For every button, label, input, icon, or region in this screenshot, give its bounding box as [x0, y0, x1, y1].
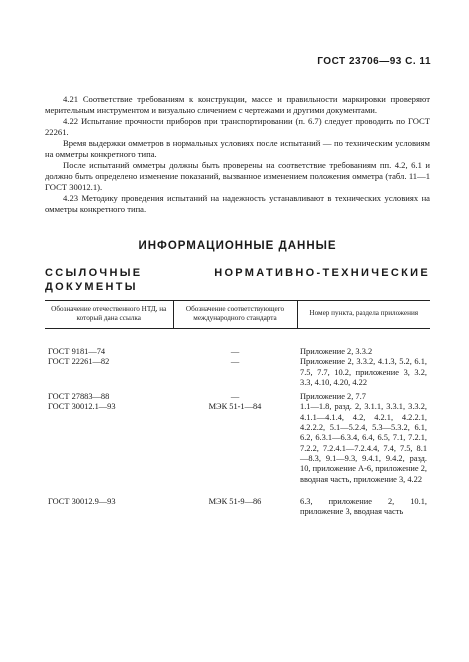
header-clause-number: Номер пункта, раздела приложения: [297, 301, 430, 329]
paragraph-4-23: 4.23 Методику проведения испытаний на надежность устанавливают в технических условиях на омметры конкретного типа.: [45, 193, 430, 214]
cell-doc: ГОСТ 27883—88: [48, 392, 110, 402]
cell-clause: 6.3, приложение 2, 10.1, приложение 3, вводная часть: [300, 496, 427, 517]
cell-doc: ГОСТ 22261—82: [48, 357, 110, 367]
cell-intl: —: [230, 357, 240, 367]
table-row: [45, 329, 430, 358]
cell-intl: —: [230, 392, 240, 402]
table-row: [45, 402, 430, 484]
paragraph-after-tests: После испытаний омметры должны быть проверены на соответствие требованиям пп. 4.2, 6.1 и должно быть определено изменение показаний, вызванное изменением положения омметра (табл. 11—1 ГОСТ 30012.1).: [45, 160, 430, 192]
cell-clause: 1.1—1.8, разд. 2, 3.1.1, 3.3.1, 3.3.2, 4.1.1—4.1.4, 4.2, 4.2.1, 4.2.2.1, 4.2.2.2, 5.1—5.2.4, 5.3—5.3.2, 6.1, 6.2, 6.3.1—6.3.4, 6.4, 6.5, 7.1, 7.2.1, 7.2.2, 7.2.4.1—7.2.4.4, 7.4, 7.5, 8.1—8.3, 9.1—9.3, 9.4.1, 9.4.2, разд. 10, приложение А-6, приложение 2, вводная часть, приложение 3, 4.22: [300, 402, 428, 484]
cell-intl: —: [230, 347, 240, 356]
reference-table: [45, 300, 430, 517]
paragraph-4-22: 4.22 Испытание прочности приборов при транспортировании (п. 6.7) следует проводить по ГОСТ 22261.: [45, 116, 430, 137]
cell-clause: Приложение 2, 3.3.2, 4.1.3, 5.2, 6.1, 7.5, 7.7, 10.2, приложение 3, 3.2, 3.3, 4.10, 4.20, 4.22: [300, 357, 427, 387]
header-national-doc: Обозначение отечественного НТД, на который дана ссылка: [45, 301, 173, 329]
body-text: [45, 94, 430, 215]
cell-doc: ГОСТ 30012.9—93: [48, 496, 116, 506]
cell-clause: Приложение 2, 3.3.2: [300, 347, 373, 356]
cell-clause: Приложение 2, 7.7: [300, 392, 366, 402]
table-header-row: [45, 301, 430, 329]
table-row: [45, 485, 430, 518]
reference-title: ССЫЛОЧНЫЕ НОРМАТИВНО-ТЕХНИЧЕСКИЕ ДОКУМЕНТЫ: [45, 267, 430, 293]
paragraph-exposure-time: Время выдержки омметров в нормальных условиях после испытаний — по техническим условиям на омметры конкретного типа.: [45, 138, 430, 159]
table-row: [45, 357, 430, 388]
cell-doc: ГОСТ 30012.1—93: [48, 402, 116, 412]
cell-doc: ГОСТ 9181—74: [48, 347, 106, 356]
cell-intl: МЭК 51-9—86: [208, 496, 262, 506]
page-header: ГОСТ 23706—93 С. 11: [317, 56, 431, 67]
table-row: [45, 388, 430, 402]
section-title: ИНФОРМАЦИОННЫЕ ДАННЫЕ: [138, 240, 337, 252]
paragraph-4-21: 4.21 Соответствие требованиям к конструкции, массе и правильности маркировки проверяют мерительным инструментом и визуально сличением с чертежами и другими документами.: [45, 94, 430, 115]
cell-intl: МЭК 51-1—84: [208, 402, 262, 412]
header-international-standard: Обозначение соответствующего международного стандарта: [173, 301, 297, 329]
